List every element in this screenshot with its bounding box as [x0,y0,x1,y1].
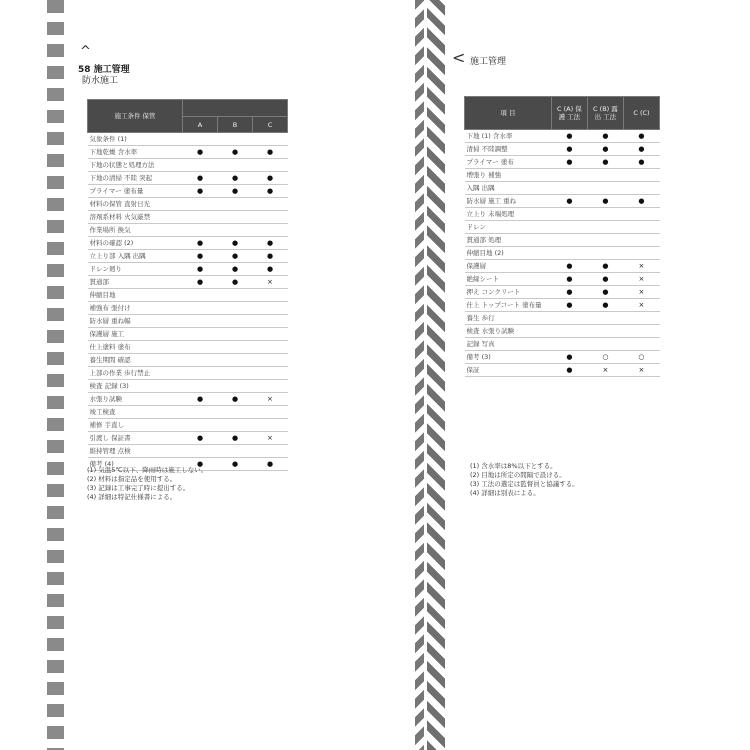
row-mark [218,211,253,224]
note-line: (1) 含水率は8%以下とする。 [470,462,557,470]
row-mark [183,289,218,302]
row-mark [551,169,587,182]
row-mark: ● [218,393,253,406]
row-label: 上部の作業 歩行禁止 [88,367,183,380]
table-head-item: 項 目 [465,97,552,130]
table-row [88,341,288,354]
row-mark [587,169,623,182]
row-label: 備考 (4) [88,458,183,471]
row-label: 伸縮目地 (2) [465,247,552,260]
note-line: (4) 詳細は別表による。 [470,489,540,497]
table-row [465,195,660,208]
row-mark [218,354,253,367]
row-mark [183,328,218,341]
row-mark: ○ [587,351,623,364]
table-row [465,234,660,247]
row-mark: × [623,260,659,273]
table-head-group [183,100,288,117]
row-label: 押え コンクリート [465,286,552,299]
note-line: (1) 気温5℃以下、降雨時は施工しない。 [87,466,208,474]
row-mark [183,380,218,393]
row-label: 立上り部 入隅 出隅 [88,250,183,263]
row-label: 仕上塗料 塗布 [88,341,183,354]
row-label: プライマー 塗布 [465,156,552,169]
table-row [465,273,660,286]
row-mark [183,133,218,146]
row-mark: ● [218,276,253,289]
row-mark [623,325,659,338]
row-label: 備考 (3) [465,351,552,364]
header-sub: 防水施工 [82,76,119,86]
table-row [465,156,660,169]
table-head-col: C (C) [623,97,659,130]
row-mark [252,328,287,341]
table-row [88,263,288,276]
row-label: 貫通部 [88,276,183,289]
row-mark [587,182,623,195]
row-mark [218,224,253,237]
row-mark [218,159,253,172]
row-mark [183,419,218,432]
table-row [88,354,288,367]
row-mark [252,341,287,354]
row-mark: × [623,286,659,299]
row-label: 引渡し 保証書 [88,432,183,445]
row-mark: ● [252,263,287,276]
row-label: 補強布 張付け [88,302,183,315]
row-mark [183,315,218,328]
table-head-col: C [252,117,287,133]
table-row [88,302,288,315]
row-mark [551,247,587,260]
row-mark [252,380,287,393]
table-head-col: A [183,117,218,133]
row-label: 補修 手直し [88,419,183,432]
row-label: 気象条件 (1) [88,133,183,146]
row-mark: ● [587,299,623,312]
table-row [88,224,288,237]
row-label: 材料の確認 (2) [88,237,183,250]
row-mark [252,133,287,146]
row-label: 防水層 施工 重ね [465,195,552,208]
row-mark [218,341,253,354]
table-row [88,315,288,328]
row-mark [623,208,659,221]
row-mark: ● [218,146,253,159]
row-label: 防水層 重ね幅 [88,315,183,328]
row-mark [218,289,253,302]
row-mark [551,208,587,221]
table-row [465,260,660,273]
table-row [88,159,288,172]
table-row [465,351,660,364]
row-mark: ● [623,156,659,169]
table-row [88,211,288,224]
row-mark [218,133,253,146]
row-label: 検査 記録 (3) [88,380,183,393]
row-label: ドレン [465,221,552,234]
row-mark [183,159,218,172]
table-row [88,367,288,380]
row-label: 絶縁シート [465,273,552,286]
row-label: 竣工検査 [88,406,183,419]
row-mark: ● [551,286,587,299]
table-row [88,432,288,445]
row-mark [252,315,287,328]
note-line: (4) 詳細は特記仕様書による。 [87,493,177,501]
table-row [88,250,288,263]
row-mark [252,224,287,237]
row-mark: ● [183,185,218,198]
table-head-col: C (A) 保護 工法 [551,97,587,130]
row-mark [183,302,218,315]
chevron-left-icon: < [452,48,466,67]
row-mark: ● [183,237,218,250]
table-row [88,198,288,211]
table-row [88,393,288,406]
table-row [465,286,660,299]
row-mark [623,247,659,260]
left-notes [87,466,207,502]
table-row [465,130,660,143]
row-mark: ● [587,156,623,169]
table-row [465,169,660,182]
row-label: 仕上 トップコート 塗布量 [465,299,552,312]
table-row [88,419,288,432]
row-mark [252,419,287,432]
table-row [465,208,660,221]
row-label: 増張り 補強 [465,169,552,182]
row-mark: ● [551,299,587,312]
row-label: 検査 水張り試験 [465,325,552,338]
row-mark [218,406,253,419]
row-mark: ● [252,458,287,471]
row-label: 下地の状態と処理方法 [88,159,183,172]
row-mark: ● [551,156,587,169]
row-mark: ○ [623,351,659,364]
row-mark: ● [252,237,287,250]
row-label: 貫通部 処理 [465,234,552,247]
row-mark: ● [218,250,253,263]
row-mark: ● [252,172,287,185]
row-mark [551,338,587,351]
row-mark: ● [218,185,253,198]
row-label: 伸縮目地 [88,289,183,302]
row-mark: ● [551,364,587,377]
row-label: 維持管理 点検 [88,445,183,458]
row-label: ドレン廻り [88,263,183,276]
row-mark: ● [623,195,659,208]
table-row [465,338,660,351]
table-row [465,325,660,338]
table-row [88,406,288,419]
table-row [465,312,660,325]
row-mark: ● [252,146,287,159]
row-mark [252,289,287,302]
note-line: (3) 工法の選定は監督員と協議する。 [470,480,579,488]
row-mark: × [623,299,659,312]
row-mark [252,302,287,315]
row-mark: ● [551,273,587,286]
row-mark [623,169,659,182]
row-mark: ● [183,432,218,445]
left-spec-table [87,99,288,471]
row-label: 養生期間 確認 [88,354,183,367]
row-mark [218,445,253,458]
row-mark [183,406,218,419]
table-row [88,380,288,393]
row-mark [218,198,253,211]
row-mark [252,445,287,458]
row-label: 下地 (1) 含水率 [465,130,552,143]
row-mark: × [587,364,623,377]
row-mark: ● [218,458,253,471]
row-mark [183,198,218,211]
row-mark: ● [218,172,253,185]
table-row [465,299,660,312]
row-mark [623,182,659,195]
table-row [88,237,288,250]
table-row [88,445,288,458]
row-mark [252,406,287,419]
note-line: (3) 記録は工事完了時に提出する。 [87,484,190,492]
row-mark [183,224,218,237]
row-mark [623,234,659,247]
row-mark: ● [218,263,253,276]
row-mark: ● [252,185,287,198]
row-mark: × [623,273,659,286]
row-mark: ● [551,143,587,156]
row-mark [587,247,623,260]
row-label: 保護層 施工 [88,328,183,341]
row-mark: ● [587,143,623,156]
row-mark: ● [183,172,218,185]
row-mark [587,208,623,221]
header-code: 58 [78,65,91,75]
left-edge-pattern [47,0,64,750]
row-mark: ● [183,276,218,289]
row-mark [218,419,253,432]
table-row [88,289,288,302]
row-mark: × [252,393,287,406]
table-row [465,221,660,234]
row-mark [183,211,218,224]
table-row [465,247,660,260]
table-head-item: 施工条件 保管 [88,100,183,133]
table-row [465,364,660,377]
table-row [88,133,288,146]
row-mark [587,338,623,351]
row-mark [551,325,587,338]
table-row [88,276,288,289]
row-mark: ● [551,351,587,364]
row-mark [183,354,218,367]
row-mark: ● [218,237,253,250]
row-mark [551,312,587,325]
row-mark [252,159,287,172]
table-row [465,143,660,156]
note-line: (2) 目地は所定の間隔で設ける。 [470,471,566,479]
table-row [465,182,660,195]
row-label: 入隅 出隅 [465,182,552,195]
row-mark [183,367,218,380]
row-mark: ● [183,146,218,159]
row-label: 下地の清掃 不陸 突起 [88,172,183,185]
table-head-col: B [218,117,253,133]
row-mark [183,341,218,354]
row-mark [252,198,287,211]
row-mark: ● [551,130,587,143]
row-label: 清掃 不陸調整 [465,143,552,156]
row-mark: ● [252,250,287,263]
row-mark: ● [587,130,623,143]
gutter-pattern-b [427,0,445,750]
row-mark: ● [623,143,659,156]
row-mark: ● [587,195,623,208]
row-mark: ● [183,458,218,471]
row-mark [218,380,253,393]
row-mark [252,211,287,224]
table-row [88,328,288,341]
row-mark: ● [587,273,623,286]
row-mark [587,325,623,338]
row-label: 作業場所 換気 [88,224,183,237]
row-mark [218,302,253,315]
header-title: 施工管理 [93,65,130,75]
right-spec-table [464,96,660,377]
right-notes [470,462,579,498]
row-mark [218,328,253,341]
row-label: 立上り 末端処理 [465,208,552,221]
row-mark: ● [551,260,587,273]
row-mark: ● [218,432,253,445]
row-mark [551,182,587,195]
row-label: 保証 [465,364,552,377]
row-mark: ● [587,260,623,273]
row-mark: × [252,432,287,445]
row-label: 材料の保管 直射日光 [88,198,183,211]
row-mark [587,221,623,234]
row-mark [623,312,659,325]
row-mark [252,367,287,380]
row-mark [587,234,623,247]
row-mark [551,234,587,247]
row-label: 水張り試験 [88,393,183,406]
row-mark [587,312,623,325]
table-row [88,146,288,159]
row-mark [551,221,587,234]
row-mark [252,354,287,367]
row-mark: ● [183,250,218,263]
row-mark: ● [623,130,659,143]
row-label: プライマー 塗布量 [88,185,183,198]
table-head-col: C (B) 露出 工法 [587,97,623,130]
row-label: 記録 写真 [465,338,552,351]
table-row [88,185,288,198]
row-label: 養生 歩行 [465,312,552,325]
row-mark: × [252,276,287,289]
row-mark: ● [551,195,587,208]
row-mark [623,338,659,351]
row-mark [623,221,659,234]
row-mark [218,367,253,380]
gutter-pattern-a [415,0,424,750]
right-header-title: 施工管理 [470,57,507,67]
row-mark: ● [183,263,218,276]
chevron-up-icon: ^ [80,44,91,59]
row-label: 溶剤系材料 火気厳禁 [88,211,183,224]
row-mark: ● [183,393,218,406]
row-mark [218,315,253,328]
row-label: 下地乾燥 含水率 [88,146,183,159]
table-row [88,172,288,185]
row-mark: ● [587,286,623,299]
note-line: (2) 材料は指定品を使用する。 [87,475,177,483]
row-label: 保護層 [465,260,552,273]
row-mark: × [623,364,659,377]
row-mark [183,445,218,458]
